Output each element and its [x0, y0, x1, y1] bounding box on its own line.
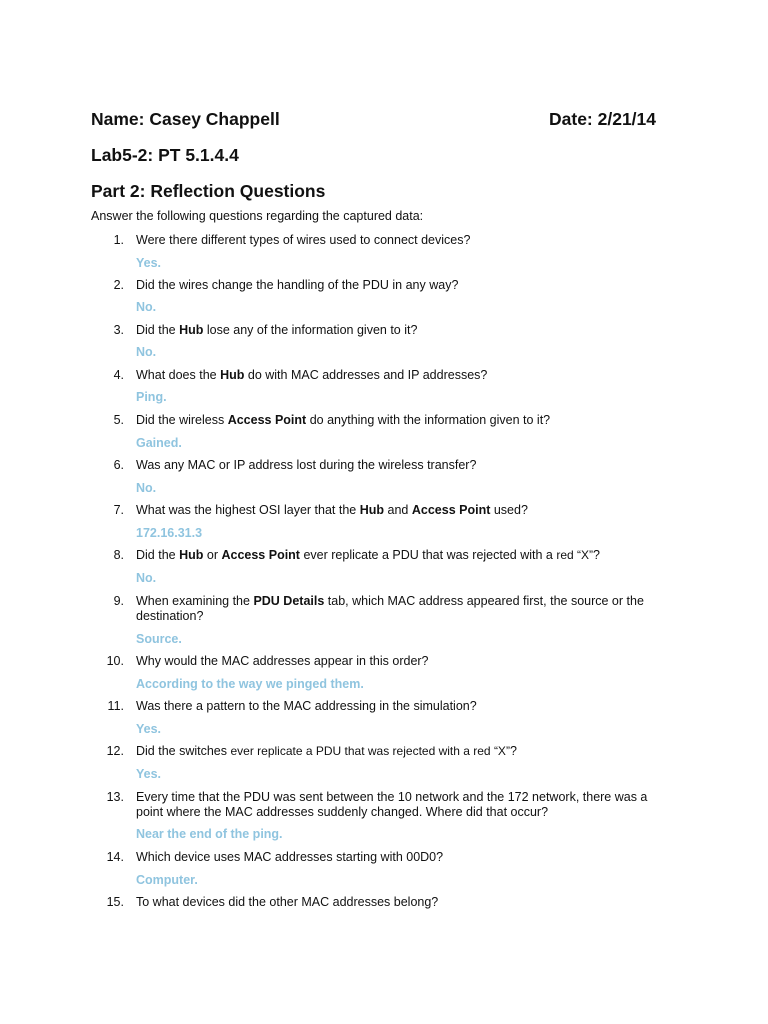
question-number: 15. — [106, 895, 124, 909]
question-text-segment: tab, which MAC address appeared first, the source or the destination? — [136, 594, 644, 623]
question-text-segment: Did the wireless — [136, 413, 228, 427]
question-keyword: Hub — [359, 503, 385, 517]
question-number: 11. — [107, 699, 124, 713]
question-text-segment: Did the switches — [136, 744, 231, 758]
question-number: 8. — [113, 548, 124, 562]
question-text-segment: Were there different types of wires used to connect devices? — [136, 233, 471, 247]
instructions-text: Answer the following questions regarding the captured data: — [91, 209, 424, 223]
question-text — [136, 744, 656, 759]
question-text-segment: do with MAC addresses and IP addresses? — [244, 368, 488, 382]
question-text-segment: Which device uses MAC addresses starting with 00D0? — [136, 850, 444, 864]
question-text — [136, 699, 656, 714]
section-heading: Part 2: Reflection Questions — [91, 181, 326, 201]
question-text-segment: used? — [490, 503, 528, 517]
answer-text: According to the way we pinged them. — [136, 677, 364, 691]
question-text — [136, 413, 656, 428]
question-keyword: Access Point — [221, 548, 300, 562]
date-label: Date: 2/21/14 — [549, 109, 657, 129]
question-text — [136, 503, 656, 518]
question-text-segment: When examining the — [136, 594, 254, 608]
question-text-segment: ever replicate a PDU that was rejected with a — [299, 548, 557, 562]
question-text-segment: Was any MAC or IP address lost during the wireless transfer? — [136, 458, 477, 472]
question-text-segment: do anything with the information given to it? — [306, 413, 551, 427]
question-text — [136, 895, 656, 910]
answer-text: Computer. — [136, 873, 198, 887]
question-text-segment: Was there a pattern to the MAC addressing in the simulation? — [136, 699, 477, 713]
question-text-segment: lose any of the information given to it? — [203, 323, 418, 337]
question-number: 5. — [113, 413, 124, 427]
answer-text: No. — [136, 481, 157, 495]
question-number: 7. — [113, 503, 124, 517]
answer-text: Yes. — [136, 256, 162, 270]
answer-text: 172.16.31.3 — [136, 526, 203, 540]
question-text-segment: Did the — [136, 548, 180, 562]
answer-text: No. — [136, 300, 157, 314]
answer-text: Ping. — [136, 390, 167, 404]
question-number: 13. — [106, 790, 124, 804]
question-text — [136, 850, 656, 865]
question-text-segment: Did the wires change the handling of the PDU in any way? — [136, 278, 459, 292]
question-text-segment: ever replicate a PDU that was rejected with a red “X” — [230, 744, 510, 758]
question-text-segment: ? — [593, 548, 600, 562]
question-text-segment: or — [203, 548, 222, 562]
question-number: 9. — [113, 594, 124, 608]
question-text-segment: Why would the MAC addresses appear in this order? — [136, 654, 429, 668]
question-number: 2. — [113, 278, 124, 292]
answer-text: Gained. — [136, 436, 182, 450]
question-number: 14. — [106, 850, 124, 864]
question-text-segment: Every time that the PDU was sent between the 10 network and the 172 network, there was a point where the MAC addresses suddenly changed. Where did that occur? — [136, 790, 648, 819]
question-keyword: Access Point — [411, 503, 491, 517]
question-keyword: PDU Details — [253, 594, 325, 608]
question-text-segment: What was the highest OSI layer that the — [136, 503, 360, 517]
answer-text: No. — [136, 571, 157, 585]
question-text — [136, 368, 656, 383]
question-keyword: Access Point — [227, 413, 307, 427]
question-number: 12. — [106, 744, 124, 758]
question-text-segment: red “X” — [556, 548, 594, 562]
question-text — [136, 790, 656, 820]
question-text — [136, 233, 656, 248]
question-keyword: Hub — [220, 368, 245, 382]
answer-text: Yes. — [136, 722, 162, 736]
question-number: 3. — [113, 323, 124, 337]
question-text — [136, 594, 656, 624]
question-number: 4. — [113, 368, 124, 382]
question-text-segment: and — [384, 503, 412, 517]
question-number: 10. — [106, 654, 124, 668]
question-text — [136, 323, 656, 338]
question-number: 1. — [113, 233, 124, 247]
question-keyword: Hub — [179, 548, 204, 562]
question-text — [136, 458, 656, 473]
question-text-segment: To what devices did the other MAC addresses belong? — [136, 895, 439, 909]
question-number: 6. — [113, 458, 124, 472]
answer-text: Near the end of the ping. — [136, 827, 283, 841]
lab-title: Lab5-2: PT 5.1.4.4 — [91, 145, 239, 165]
question-text-segment: Did the — [136, 323, 180, 337]
answer-text: Yes. — [136, 767, 162, 781]
question-keyword: Hub — [179, 323, 204, 337]
question-text — [136, 278, 656, 293]
student-name: Name: Casey Chappell — [91, 109, 280, 129]
question-text — [136, 548, 656, 563]
question-text — [136, 654, 656, 669]
question-text-segment: ? — [509, 744, 517, 758]
answer-text: No. — [136, 345, 157, 359]
question-text-segment: What does the — [136, 368, 221, 382]
answer-text: Source. — [136, 632, 182, 646]
